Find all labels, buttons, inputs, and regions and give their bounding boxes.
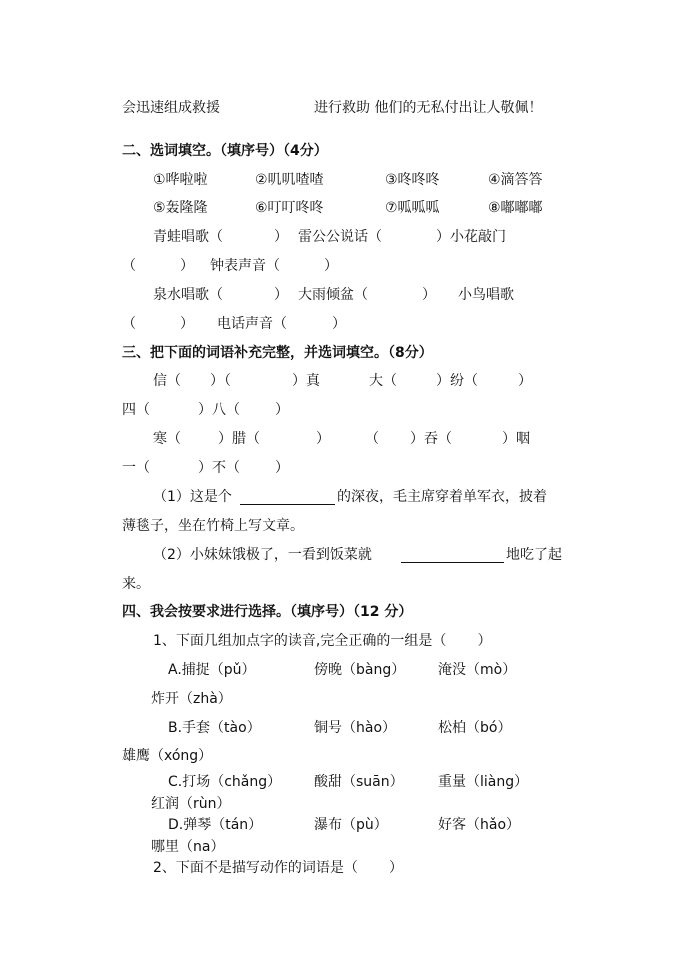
choice-b-1: B.手套（tào） [168,720,261,736]
sentence-2-cont: 来。 [122,576,150,592]
choice-c-3: 重量（liàng） [438,774,529,790]
idiom-1a: 信（ [153,373,181,389]
question-2: 2、下面不是描写动作的词语是（ ） [153,860,404,876]
option-4: ④滴答答 [488,172,543,188]
fill-phone-close: ） [332,316,346,332]
choice-d-1: D.弹琴（tán） [168,817,263,833]
section-3-title: 三、把下面的词语补充完整，并选词填空。（8分） [122,345,433,361]
idiom-6c: ） [275,460,289,476]
fill-rain-close: ） [422,287,436,303]
sentence-2-end: 地吃了起 [506,547,562,563]
choice-d-2: 瀑布（pù） [314,817,388,833]
fill-frog-close: ） [274,229,288,245]
option-3: ③咚咚咚 [385,172,440,188]
option-5: ⑤轰隆隆 [153,200,208,216]
idiom-6b: ）不（ [198,460,240,476]
idiom-2c: ） [518,373,532,389]
fill-spring: 泉水唱歌（ [153,287,223,303]
idiom-3b: ）八（ [198,402,240,418]
choice-b-3: 松柏（bó） [438,720,512,736]
top-line-right: 进行救助 他们的无私付出让人敬佩！ [314,100,543,116]
idiom-4b: ）腊（ [218,431,260,447]
fill-flower-open: （ [122,258,136,274]
section-4-title: 四、我会按要求进行选择。（填序号）（12 分） [122,604,413,620]
option-2: ②叽叽喳喳 [255,172,324,188]
sentence-1-start: （1）这是个 [153,489,232,505]
choice-c-4: 红润（rùn） [151,796,231,812]
fill-flower-close: ） [180,258,194,274]
top-line-left: 会迅速组成救援 [122,100,220,116]
choice-d-3: 好客（hǎo） [438,817,521,833]
option-7: ⑦呱呱呱 [385,200,440,216]
section-2-title: 二、选词填空。（填序号）（4分） [122,143,328,159]
idiom-3c: ） [275,402,289,418]
fill-clock-close: ） [324,258,338,274]
sentence-1-end: 的深夜，毛主席穿着单军衣，披着 [337,489,547,505]
idiom-5b: ）吞（ [410,431,452,447]
idiom-1c: ）真 [292,373,320,389]
choice-a-2: 傍晚（bàng） [314,662,406,678]
idiom-4c: ） [316,431,330,447]
idiom-6a: 一（ [122,460,150,476]
answer-blank-2[interactable] [401,562,504,563]
fill-bird: 小鸟唱歌 [458,287,514,303]
idiom-4a: 寒（ [153,431,181,447]
fill-rain: 大雨倾盆（ [298,287,368,303]
idiom-5a: （ [365,431,379,447]
choice-b-2: 铜号（hào） [314,720,397,736]
option-6: ⑥叮叮咚咚 [255,200,324,216]
fill-flower: ）小花敲门 [436,229,506,245]
fill-spring-close: ） [274,287,288,303]
fill-frog: 青蛙唱歌（ [153,229,223,245]
fill-bird-close: ） [180,316,194,332]
choice-d-4: 哪里（na） [151,839,225,855]
choice-a-1: A.捕捉（pǔ） [168,662,256,678]
question-1: 1、下面几组加点字的读音,完全正确的一组是（ ） [153,633,492,649]
option-1: ①哗啦啦 [153,172,208,188]
fill-phone: 电话声音（ [217,316,287,332]
fill-bird-open: （ [122,316,136,332]
idiom-2a: 大（ [369,373,397,389]
choice-b-4: 雄鹰（xóng） [122,748,213,764]
choice-a-3: 淹没（mò） [438,662,517,678]
fill-clock: 钟表声音（ [210,258,280,274]
choice-c-1: C.打场（chǎng） [168,774,282,790]
sentence-2-start: （2）小妹妹饿极了，一看到饭菜就 [153,547,372,563]
sentence-1-cont: 薄毯子，坐在竹椅上写文章。 [122,518,304,534]
choice-a-4: 炸开（zhà） [151,691,232,707]
choice-c-2: 酸甜（suān） [314,774,404,790]
idiom-1b: ）（ [210,373,231,389]
fill-thunder: 雷公公说话（ [298,229,382,245]
answer-blank-1[interactable] [240,504,335,505]
idiom-2b: ）纷（ [436,373,478,389]
option-8: ⑧嘟嘟嘟 [488,200,543,216]
idiom-5c: ）咽 [502,431,530,447]
idiom-3a: 四（ [122,402,150,418]
